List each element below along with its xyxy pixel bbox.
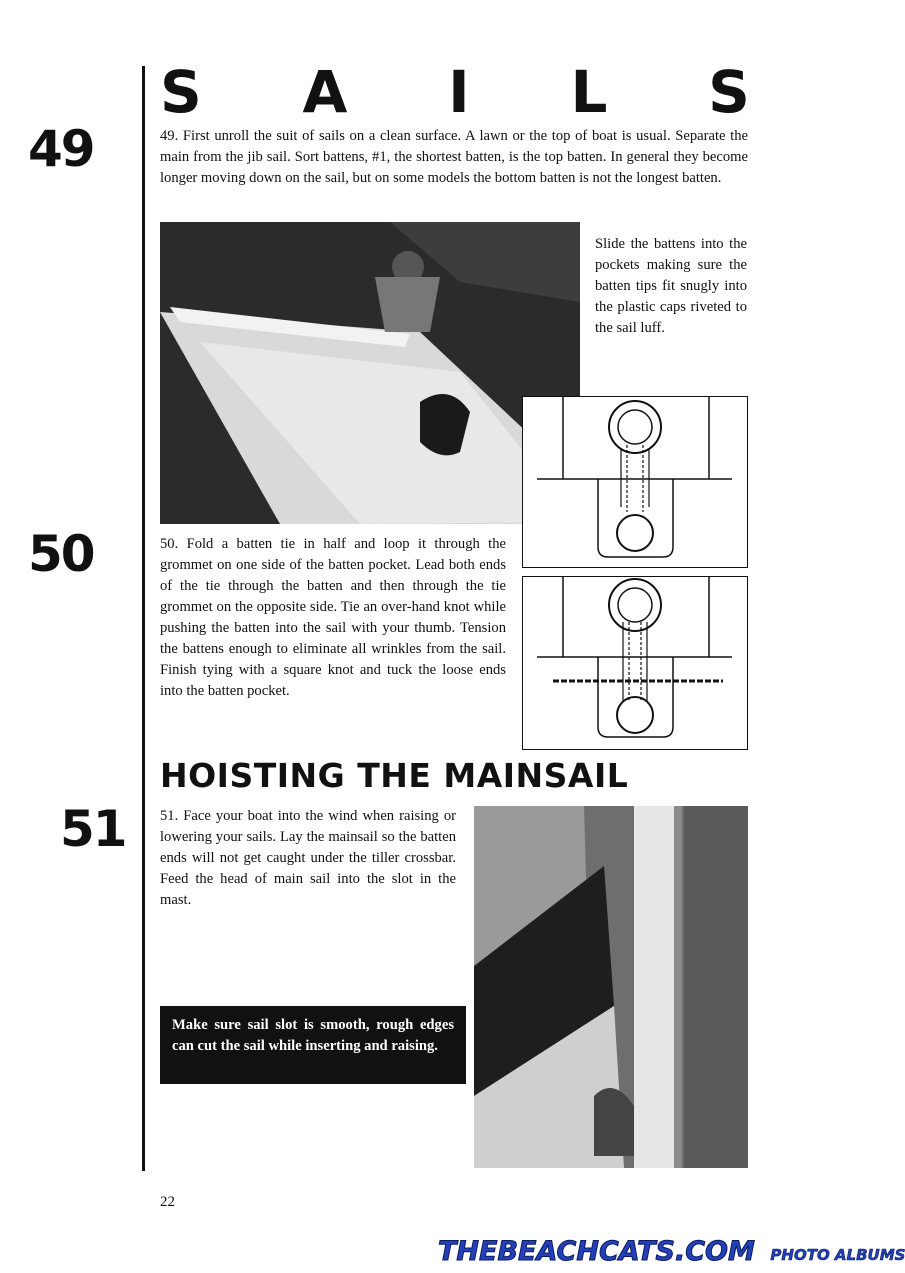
step-number-49: 49 <box>28 120 94 178</box>
photo-mast-slot <box>474 806 748 1168</box>
section-heading: HOISTING THE MAINSAIL <box>160 756 629 795</box>
title-letter: A <box>302 58 348 126</box>
title-letter: I <box>448 58 470 126</box>
batten-pocket-diagram-1 <box>522 396 748 568</box>
page-title <box>160 58 750 126</box>
batten-side-text: Slide the battens into the pockets making sure the batten tips fit snugly into the plastic caps riveted to the sail luff. <box>595 236 747 336</box>
footer-watermark <box>438 1236 905 1267</box>
vertical-rule <box>142 66 145 1171</box>
title-letter: S <box>708 58 750 126</box>
batten-pocket-diagram-2 <box>522 576 748 750</box>
photo-sail-battens <box>160 222 580 524</box>
title-letter: S <box>160 58 202 126</box>
page-number: 22 <box>160 1194 175 1210</box>
step-51-text: 51. Face your boat into the wind when raising or lowering your sails. Lay the mainsail so the batten ends will not get caught under the tiller crossbar. Feed the head of main sail into the slot in the mast. <box>160 808 456 908</box>
step-49-text: 49. First unroll the suit of sails on a clean surface. A lawn or the top of boat is usual. Separate the main from the jib sail. Sort battens, #1, the shortest batten, is the top batten. In general they become longer moving down on the sail, but on some models the bottom batten is not the longest batten. <box>160 128 748 186</box>
footer-suffix: PHOTO ALBUMS <box>770 1246 905 1264</box>
step-number-50: 50 <box>28 525 94 583</box>
title-letter: L <box>570 58 608 126</box>
step-number-51: 51 <box>60 800 126 858</box>
step-50-text: 50. Fold a batten tie in half and loop it through the grommet on one side of the batten pocket. Lead both ends of the tie through the batten and then through the tie grommet on the opposite side. Tie an over-hand knot while pushing the batten into the sail with your thumb. Tension the battens enough to eliminate all wrinkles from the sail. Finish tying with a square knot and tuck the loose ends into the batten pocket. <box>160 536 506 699</box>
warning-note: Make sure sail slot is smooth, rough edges can cut the sail while inserting and raising. <box>160 1006 466 1084</box>
footer-brand: THEBEACHCATS.COM <box>438 1236 755 1267</box>
